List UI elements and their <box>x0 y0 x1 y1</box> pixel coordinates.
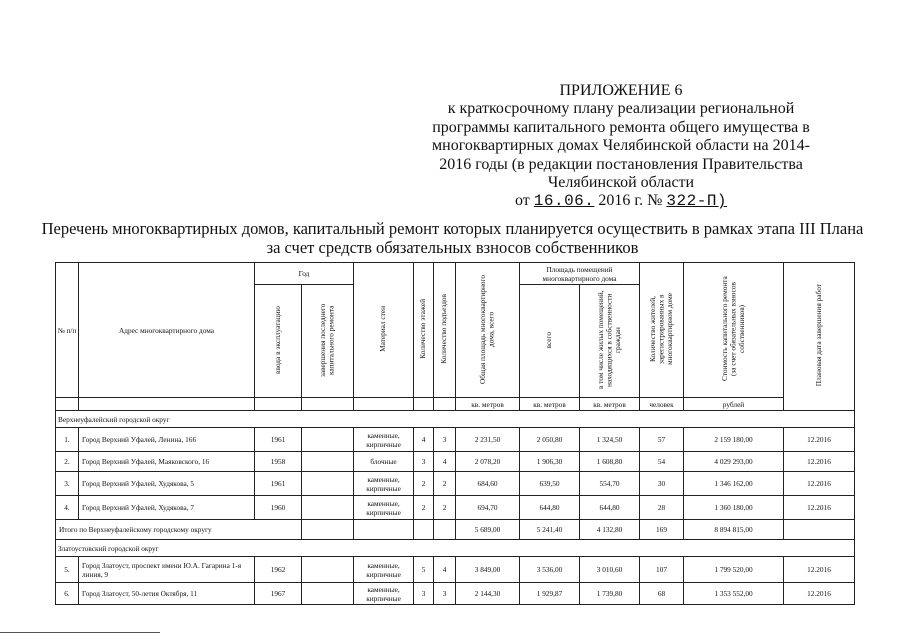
table-cell: 694,70 <box>456 496 520 520</box>
table-cell: Город Верхний Уфалей, Худякова, 5 <box>79 472 255 496</box>
total-label: Итого по Верхнеуфалейскому городскому округу <box>56 520 302 540</box>
table-row <box>56 452 855 472</box>
appendix-line: к краткосрочному плану реализации региональной <box>447 100 795 118</box>
table-cell: 1 906,30 <box>520 452 580 472</box>
title-line-2: за счет средств обязательных взносов собственников <box>266 238 639 257</box>
header-floors: Количество этажей <box>414 263 434 398</box>
table-cell: 1 739,80 <box>580 583 640 605</box>
table-cell <box>56 398 79 411</box>
table-cell: 5 689,00 <box>456 520 520 540</box>
table-cell: 107 <box>640 557 684 583</box>
table-cell: 4 029 293,00 <box>684 452 784 472</box>
table-cell: 3 849,00 <box>456 557 520 583</box>
header-num: № п/п <box>56 263 79 398</box>
table-cell: 1 608,80 <box>580 452 640 472</box>
header-material: Материал стен <box>354 263 414 398</box>
table-cell: 2 159 180,00 <box>684 428 784 452</box>
table-row <box>56 557 855 583</box>
table-cell: 639,50 <box>520 472 580 496</box>
total-row <box>56 520 855 540</box>
table-cell: 2 231,50 <box>456 428 520 452</box>
table-cell <box>784 520 855 540</box>
table-cell: 2 <box>414 496 434 520</box>
table-cell <box>302 583 354 605</box>
table-cell: 554,70 <box>580 472 640 496</box>
table-cell: 1961 <box>255 472 302 496</box>
table-cell: 2 078,20 <box>456 452 520 472</box>
region-header: Верхнеуфалейский городской округ <box>56 411 855 428</box>
table-cell <box>302 472 354 496</box>
region-header: Златоустовский городской округ <box>56 540 855 557</box>
table-cell: 4 <box>434 452 456 472</box>
table-cell: каменные, кирпичные <box>354 428 414 452</box>
header-year-commission: ввода в эксплуатацию <box>255 285 302 398</box>
date-year: 2016 г. № <box>598 192 663 210</box>
table-cell: 30 <box>640 472 684 496</box>
header-planned-date: Плановая дата завершения работ <box>784 263 855 411</box>
table-cell: Город Златоуст, 50-летия Октября, 11 <box>79 583 255 605</box>
table-cell: 12.2016 <box>784 428 855 452</box>
table-cell: 5 241,40 <box>520 520 580 540</box>
unit-area-residential: кв. метров <box>580 398 640 411</box>
document-title <box>40 219 865 257</box>
unit-cost: рублей <box>684 398 784 411</box>
header-total-area: Общая площадь многоквартирного дома, всего <box>456 263 520 398</box>
title-line-1: Перечень многоквартирных домов, капитальный ремонт которых планируется осуществить в рамках этапа III Плана <box>41 219 864 238</box>
table-cell: блочные <box>354 452 414 472</box>
table-cell: 3. <box>56 472 79 496</box>
table-cell: 684,60 <box>456 472 520 496</box>
table-cell: 1967 <box>255 583 302 605</box>
table-cell: 12.2016 <box>784 452 855 472</box>
table-cell: 3 <box>414 452 434 472</box>
table-cell <box>302 452 354 472</box>
unit-residents: человек <box>640 398 684 411</box>
appendix-date-line <box>411 192 831 210</box>
table-cell: 4 <box>434 557 456 583</box>
table-cell: 1 353 552,00 <box>684 583 784 605</box>
table-cell: 2 <box>434 496 456 520</box>
table-cell: 4. <box>56 496 79 520</box>
table-cell: 1 799 520,00 <box>684 557 784 583</box>
table-cell: 2. <box>56 452 79 472</box>
table-cell: 54 <box>640 452 684 472</box>
table-cell: 1 324,50 <box>580 428 640 452</box>
header-area-residential: в том числе жилых помещений, находящихся в собственности граждан <box>580 285 640 398</box>
table-cell: 57 <box>640 428 684 452</box>
document-number: 322-П) <box>666 192 728 211</box>
table-cell <box>302 557 354 583</box>
table-cell: 3 536,00 <box>520 557 580 583</box>
unit-total-area: кв. метров <box>456 398 520 411</box>
header-year-group: Год <box>255 263 354 285</box>
header-entrances: Количество подъездов <box>434 263 456 398</box>
table-cell: 644,80 <box>520 496 580 520</box>
table-cell <box>434 398 456 411</box>
table-row <box>56 472 855 496</box>
table-cell: каменные, кирпичные <box>354 472 414 496</box>
table-cell: 6. <box>56 583 79 605</box>
table-cell <box>302 398 354 411</box>
table-cell: 12.2016 <box>784 583 855 605</box>
header-year-repair: завершения последнего капитального ремонта <box>302 285 354 398</box>
table-row <box>56 428 855 452</box>
table-cell: 1 346 162,00 <box>684 472 784 496</box>
table-cell: Город Верхний Уфалей, Худякова, 7 <box>79 496 255 520</box>
table-cell: 1 360 180,00 <box>684 496 784 520</box>
table-cell <box>434 520 456 540</box>
appendix-line: программы капитального ремонта общего имущества в <box>432 118 810 136</box>
table-cell: Город Златоуст, проспект имени Ю.А. Гагарина 1-я линия, 9 <box>79 557 255 583</box>
table-cell: 1. <box>56 428 79 452</box>
table-cell: 12.2016 <box>784 496 855 520</box>
table-cell <box>79 398 255 411</box>
table-cell: каменные, кирпичные <box>354 583 414 605</box>
appendix-line: 2016 годы (в редакции постановления Правительства <box>439 155 803 173</box>
header-address: Адрес многоквартирного дома <box>79 263 255 398</box>
table-cell: 3 <box>434 583 456 605</box>
table-cell: 1961 <box>255 428 302 452</box>
page-footer-line <box>0 632 160 633</box>
table-cell: каменные, кирпичные <box>354 557 414 583</box>
table-cell <box>414 398 434 411</box>
table-cell: 1958 <box>255 452 302 472</box>
table-cell <box>414 520 434 540</box>
table-cell: 12.2016 <box>784 472 855 496</box>
table-cell: 4 132,80 <box>580 520 640 540</box>
unit-area-all: кв. метров <box>520 398 580 411</box>
table-cell <box>302 428 354 452</box>
appendix-header <box>411 82 831 211</box>
table-cell: 1960 <box>255 496 302 520</box>
table-row <box>56 496 855 520</box>
header-cost: Стоимость капитального ремонта (за счет обязательных взносов собственников) <box>684 263 784 398</box>
table-cell: 3 <box>434 428 456 452</box>
table-cell: 3 <box>414 583 434 605</box>
table-cell: 8 894 815,00 <box>684 520 784 540</box>
houses-table <box>55 262 855 605</box>
table-cell: 4 <box>414 428 434 452</box>
header-residents: Количество жителей, зарегистрированных в многоквартирном доме <box>640 263 684 398</box>
table-row <box>56 583 855 605</box>
table-cell <box>302 520 354 540</box>
table-cell: 2 <box>414 472 434 496</box>
table-cell: 3 010,60 <box>580 557 640 583</box>
table-cell: 5 <box>414 557 434 583</box>
table-cell: 2 <box>434 472 456 496</box>
table-cell <box>354 398 414 411</box>
table-cell: 12.2016 <box>784 557 855 583</box>
table-cell: 5. <box>56 557 79 583</box>
table-cell: 169 <box>640 520 684 540</box>
appendix-line: многоквартирных домах Челябинской области на 2014- <box>432 137 810 155</box>
table-cell: 644,80 <box>580 496 640 520</box>
table-cell: 2 050,80 <box>520 428 580 452</box>
table-cell: 1962 <box>255 557 302 583</box>
date-value: 16.06. <box>533 192 595 211</box>
table-cell: 1 929,87 <box>520 583 580 605</box>
table-cell <box>354 520 414 540</box>
table-cell: Город Верхний Уфалей, Маяковского, 16 <box>79 452 255 472</box>
table-cell: 28 <box>640 496 684 520</box>
appendix-title: ПРИЛОЖЕНИЕ 6 <box>559 82 683 99</box>
table-cell <box>255 398 302 411</box>
table-cell: Город Верхний Уфалей, Ленина, 166 <box>79 428 255 452</box>
header-area-all: всего <box>520 285 580 398</box>
appendix-line: Челябинской области <box>547 174 695 192</box>
header-area-group: Площадь помещений многоквартирного дома <box>520 263 640 285</box>
table-cell <box>302 496 354 520</box>
table-cell: каменные, кирпичные <box>354 496 414 520</box>
date-prefix: от <box>514 192 530 210</box>
table-cell: 2 144,30 <box>456 583 520 605</box>
table-cell: 68 <box>640 583 684 605</box>
